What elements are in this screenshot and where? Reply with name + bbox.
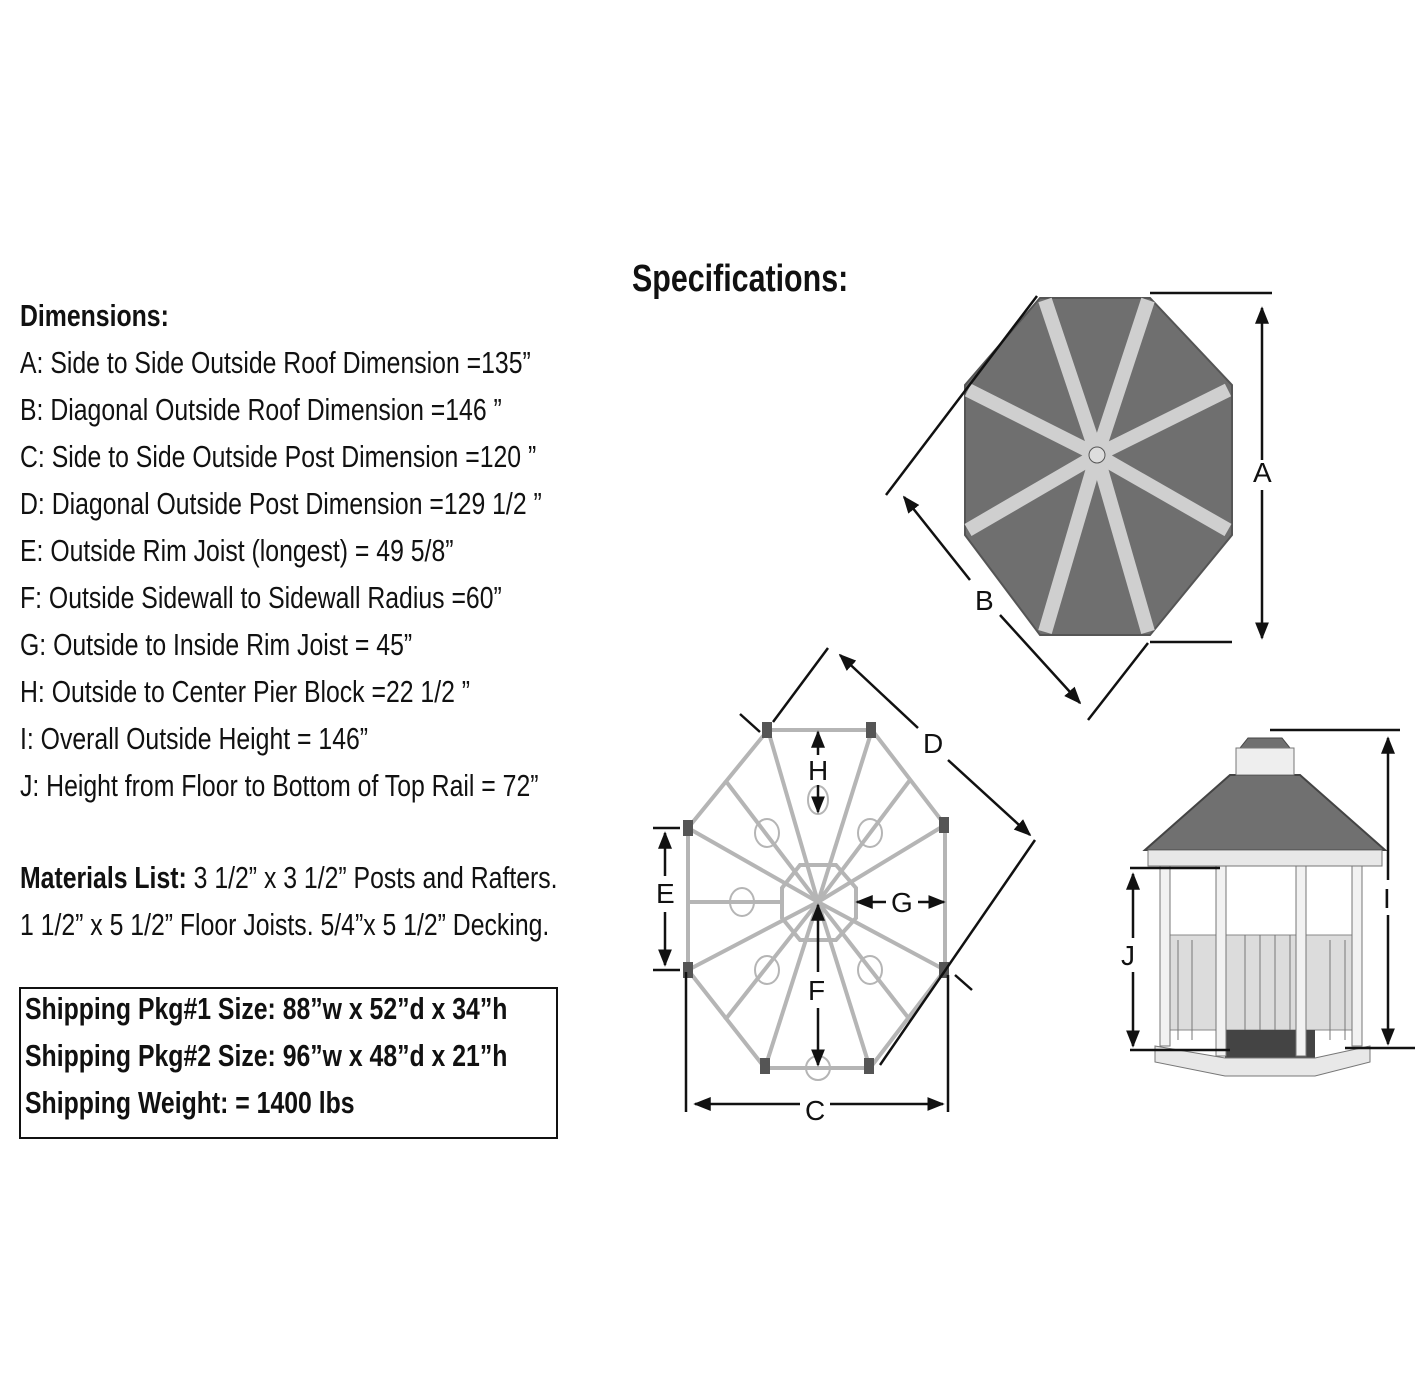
dimension-c: C: Side to Side Outside Post Dimension =120 ” bbox=[20, 439, 537, 474]
label-f: F bbox=[808, 975, 826, 1006]
dimension-i: I: Overall Outside Height = 146” bbox=[20, 721, 369, 756]
gazebo-side-view bbox=[1145, 738, 1385, 1076]
label-g: G bbox=[891, 887, 913, 918]
dimension-d: D: Diagonal Outside Post Dimension =129 1/2 ” bbox=[20, 486, 542, 521]
label-b: B bbox=[975, 585, 994, 616]
dimension-h: H: Outside to Center Pier Block =22 1/2 ” bbox=[20, 674, 471, 709]
label-c: C bbox=[805, 1095, 826, 1126]
label-j: J bbox=[1121, 940, 1135, 971]
label-d: D bbox=[923, 728, 944, 759]
label-i: I bbox=[1383, 883, 1391, 914]
dimensions-title: Dimensions: bbox=[20, 298, 169, 333]
label-a: A bbox=[1253, 457, 1272, 488]
shipping-pkg-1: Shipping Pkg#1 Size: 88”w x 52”d x 34”h bbox=[25, 991, 508, 1026]
dimension-f: F: Outside Sidewall to Sidewall Radius =60” bbox=[20, 580, 502, 615]
roof-top-view bbox=[965, 298, 1232, 635]
shipping-weight: Shipping Weight: = 1400 lbs bbox=[25, 1085, 355, 1120]
materials-line-2: 1 1/2” x 5 1/2” Floor Joists. 5/4”x 5 1/2” Decking. bbox=[20, 907, 550, 942]
materials-text-1: 3 1/2” x 3 1/2” Posts and Rafters. bbox=[186, 860, 558, 895]
label-h: H bbox=[808, 755, 829, 786]
label-e: E bbox=[656, 878, 675, 909]
dimension-e: E: Outside Rim Joist (longest) = 49 5/8” bbox=[20, 533, 454, 568]
dimension-g: G: Outside to Inside Rim Joist = 45” bbox=[20, 627, 413, 662]
dimension-a: A: Side to Side Outside Roof Dimension =135” bbox=[20, 345, 531, 380]
dimension-b: B: Diagonal Outside Roof Dimension =146 ” bbox=[20, 392, 502, 427]
dimension-j: J: Height from Floor to Bottom of Top Rail = 72” bbox=[20, 768, 539, 803]
materials-label: Materials List: bbox=[20, 860, 187, 895]
shipping-pkg-2: Shipping Pkg#2 Size: 96”w x 48”d x 21”h bbox=[25, 1038, 508, 1073]
specifications-title: Specifications: bbox=[632, 258, 849, 300]
